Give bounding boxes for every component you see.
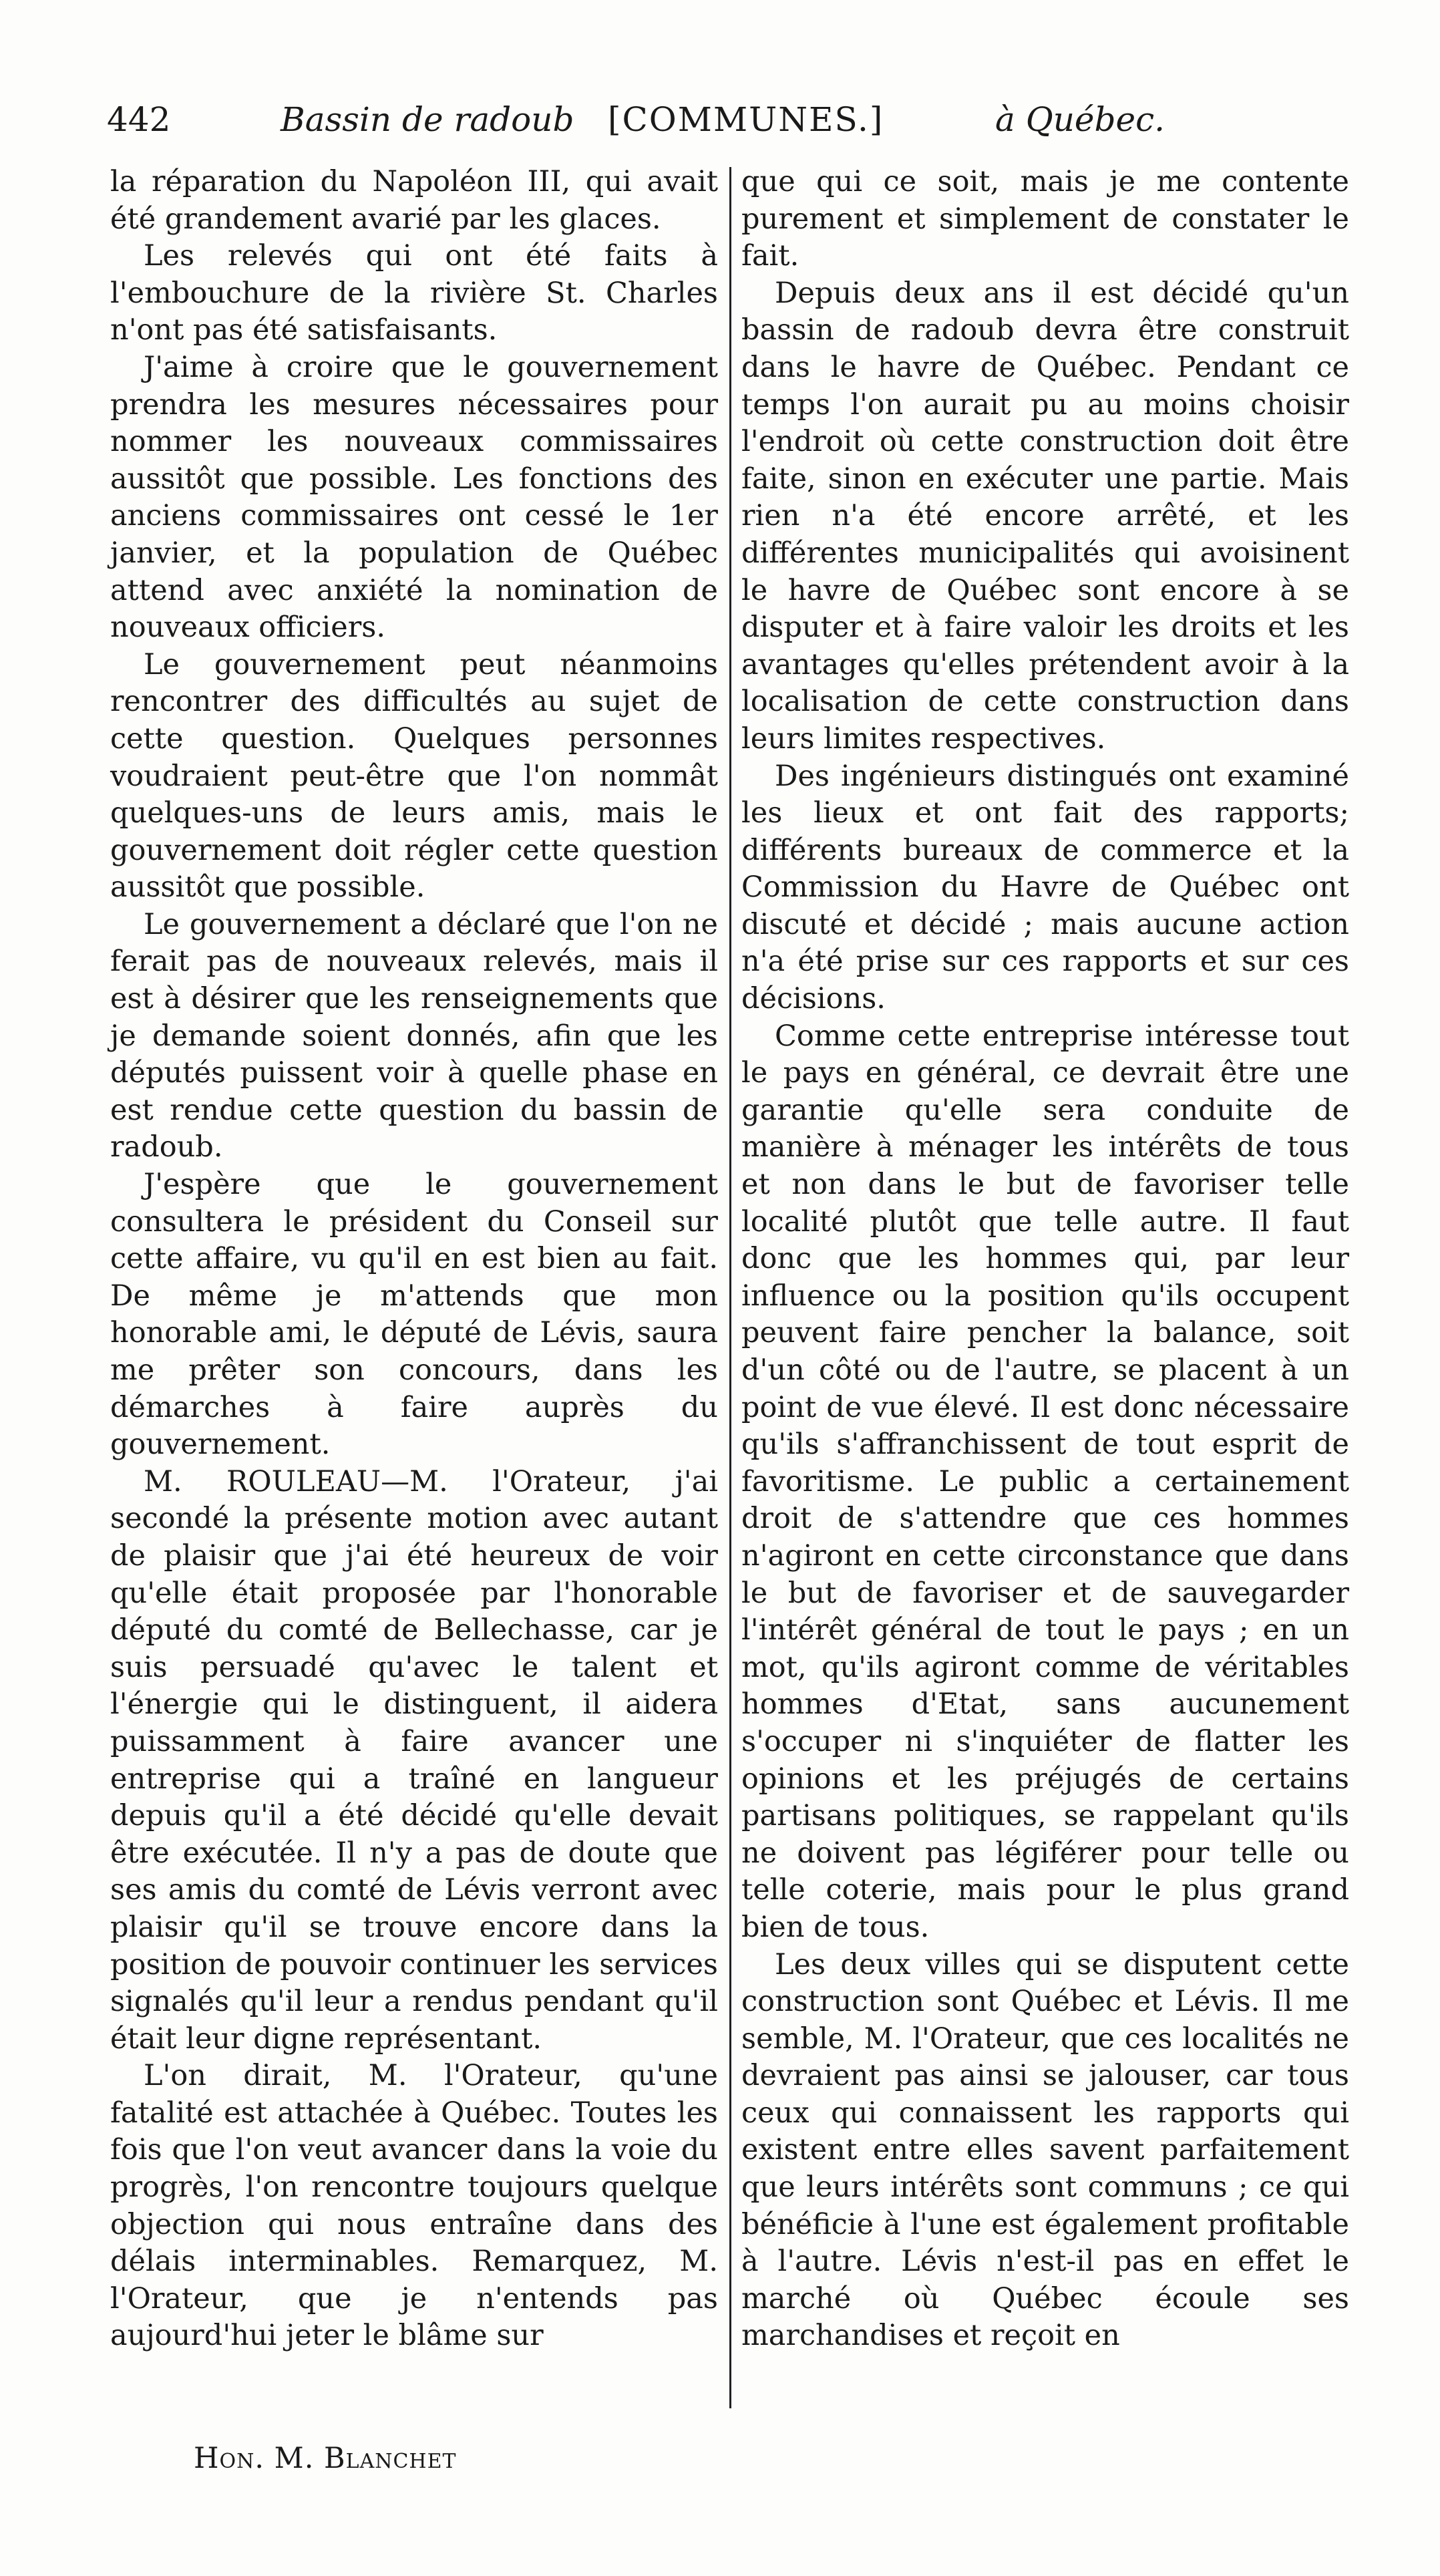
paragraph: Les relevés qui ont été faits à l'embouchure de la rivière St. Charles n'ont pas été satisfaisants. xyxy=(110,239,718,347)
paragraph: Les deux villes qui se disputent cette construction sont Québec et Lévis. Il me semble, M. l'Orateur, que ces localités ne devraient pas ainsi se jalouser, car tous ceux qui connaissent les rapports qui existent entre elles savent parfaitement que leurs intérêts sont communs ; ce qui bénéficie à l'une est également profitable à l'autre. Lévis n'est-il pas en effet le marché où Québec écoule ses marchandises et reçoit en xyxy=(741,1947,1349,2353)
paragraph: M. ROULEAU—M. l'Orateur, j'ai secondé la présente motion avec autant de plaisir que j'ai été heureux de voir qu'elle était proposée par l'honorable député du comté de Bellechasse, car je suis persuadé qu'avec le talent et l'énergie qui le distinguent, il aidera puissamment à faire avancer une entreprise qui a traîné en langueur depuis qu'il a été décidé qu'elle devait être exécutée. Il n'y a pas de doute que ses amis du comté de Lévis verront avec plaisir qu'il se trouve encore dans la position de pouvoir continuer les services signalés qu'il leur a rendus pendant qu'il était leur digne représentant. xyxy=(110,1464,718,2056)
paragraph: que qui ce soit, mais je me contente purement et simplement de constater le fait. xyxy=(741,165,1349,273)
page-number: 442 xyxy=(107,100,171,139)
header-left-title: Bassin de radoub xyxy=(281,100,574,139)
paragraph: J'espère que le gouvernement consultera le président du Conseil sur cette affaire, vu qu'il en est bien au fait. De même je m'attends que mon honorable ami, le député de Lévis, saura me prêter son concours, dans les démarches à faire auprès du gouvernement. xyxy=(110,1168,718,1462)
left-column xyxy=(110,164,718,2355)
paragraph: J'aime à croire que le gouvernement prendra les mesures nécessaires pour nommer les nouveaux commissaires aussitôt que possible. Les fonctions des anciens commissaires ont cessé le 1er janvier, et la population de Québec attend avec anxiété la nomination de nouveaux officiers. xyxy=(110,350,718,645)
right-column xyxy=(741,164,1349,2355)
footer-signature: Hon. M. Blanchet xyxy=(194,2442,457,2475)
paragraph: Le gouvernement peut néanmoins rencontrer des difficultés au sujet de cette question. Quelques personnes voudraient peut-être que l'on nommât quelques-uns de leurs amis, mais le gouvernement doit régler cette question aussitôt que possible. xyxy=(110,647,718,905)
paragraph: Comme cette entreprise intéresse tout le pays en général, ce devrait être une garantie qu'elle sera conduite de manière à ménager les intérêts de tous et non dans le but de favoriser telle localité plutôt que telle autre. Il faut donc que les hommes qui, par leur influence ou la position qu'ils occupent peuvent faire pencher la balance, soit d'un côté ou de l'autre, se placent à un point de vue élevé. Il est donc nécessaire qu'ils s'affranchissent de tout esprit de favoritisme. Le public a certainement droit de s'attendre que ces hommes n'agiront en cette circonstance que dans le but de favoriser et de sauvegarder l'intérêt général de tout le pays ; en un mot, qu'ils agiront comme de véritables hommes d'Etat, sans aucunement s'occuper ni s'inquiéter de flatter les opinions et les préjugés de certains partisans politiques, se rappelant qu'ils ne doivent pas légiférer pour telle ou telle coterie, mais pour le plus grand bien de tous. xyxy=(741,1019,1349,1944)
paragraph: L'on dirait, M. l'Orateur, qu'une fatalité est attachée à Québec. Toutes les fois que l'on veut avancer dans la voie du progrès, l'on rencontre toujours quelque objection qui nous entraîne dans des délais interminables. Remarquez, M. l'Orateur, que je n'entends pas aujourd'hui jeter le blâme sur xyxy=(110,2059,718,2353)
paragraph: Depuis deux ans il est décidé qu'un bassin de radoub devra être construit dans le havre de Québec. Pendant ce temps l'on aurait pu au moins choisir l'endroit où cette construction doit être faite, sinon en exécuter une partie. Mais rien n'a été encore arrêté, et les différentes municipalités qui avoisinent le havre de Québec sont encore à se disputer et à faire valoir les droits et les avantages qu'elles prétendent avoir à la localisation de cette construction dans leurs limites respectives. xyxy=(741,276,1349,756)
paragraph: la réparation du Napoléon III, qui avait été grandement avarié par les glaces. xyxy=(110,165,718,236)
paragraph: Le gouvernement a déclaré que l'on ne ferait pas de nouveaux relevés, mais il est à désirer que les renseignements que je demande soient donnés, afin que les députés puissent voir à quelle phase en est rendue cette question du bassin de radoub. xyxy=(110,907,718,1164)
header-right-title: à Québec. xyxy=(995,100,1165,139)
running-header xyxy=(100,94,1189,154)
column-divider xyxy=(729,167,731,2408)
header-center-title: [COMMUNES.] xyxy=(608,100,884,139)
paragraph: Des ingénieurs distingués ont examiné les lieux et ont fait des rapports; différents bureaux de commerce et la Commission du Havre de Québec ont discuté et décidé ; mais aucune action n'a été prise sur ces rapports et sur ces décisions. xyxy=(741,759,1349,1016)
